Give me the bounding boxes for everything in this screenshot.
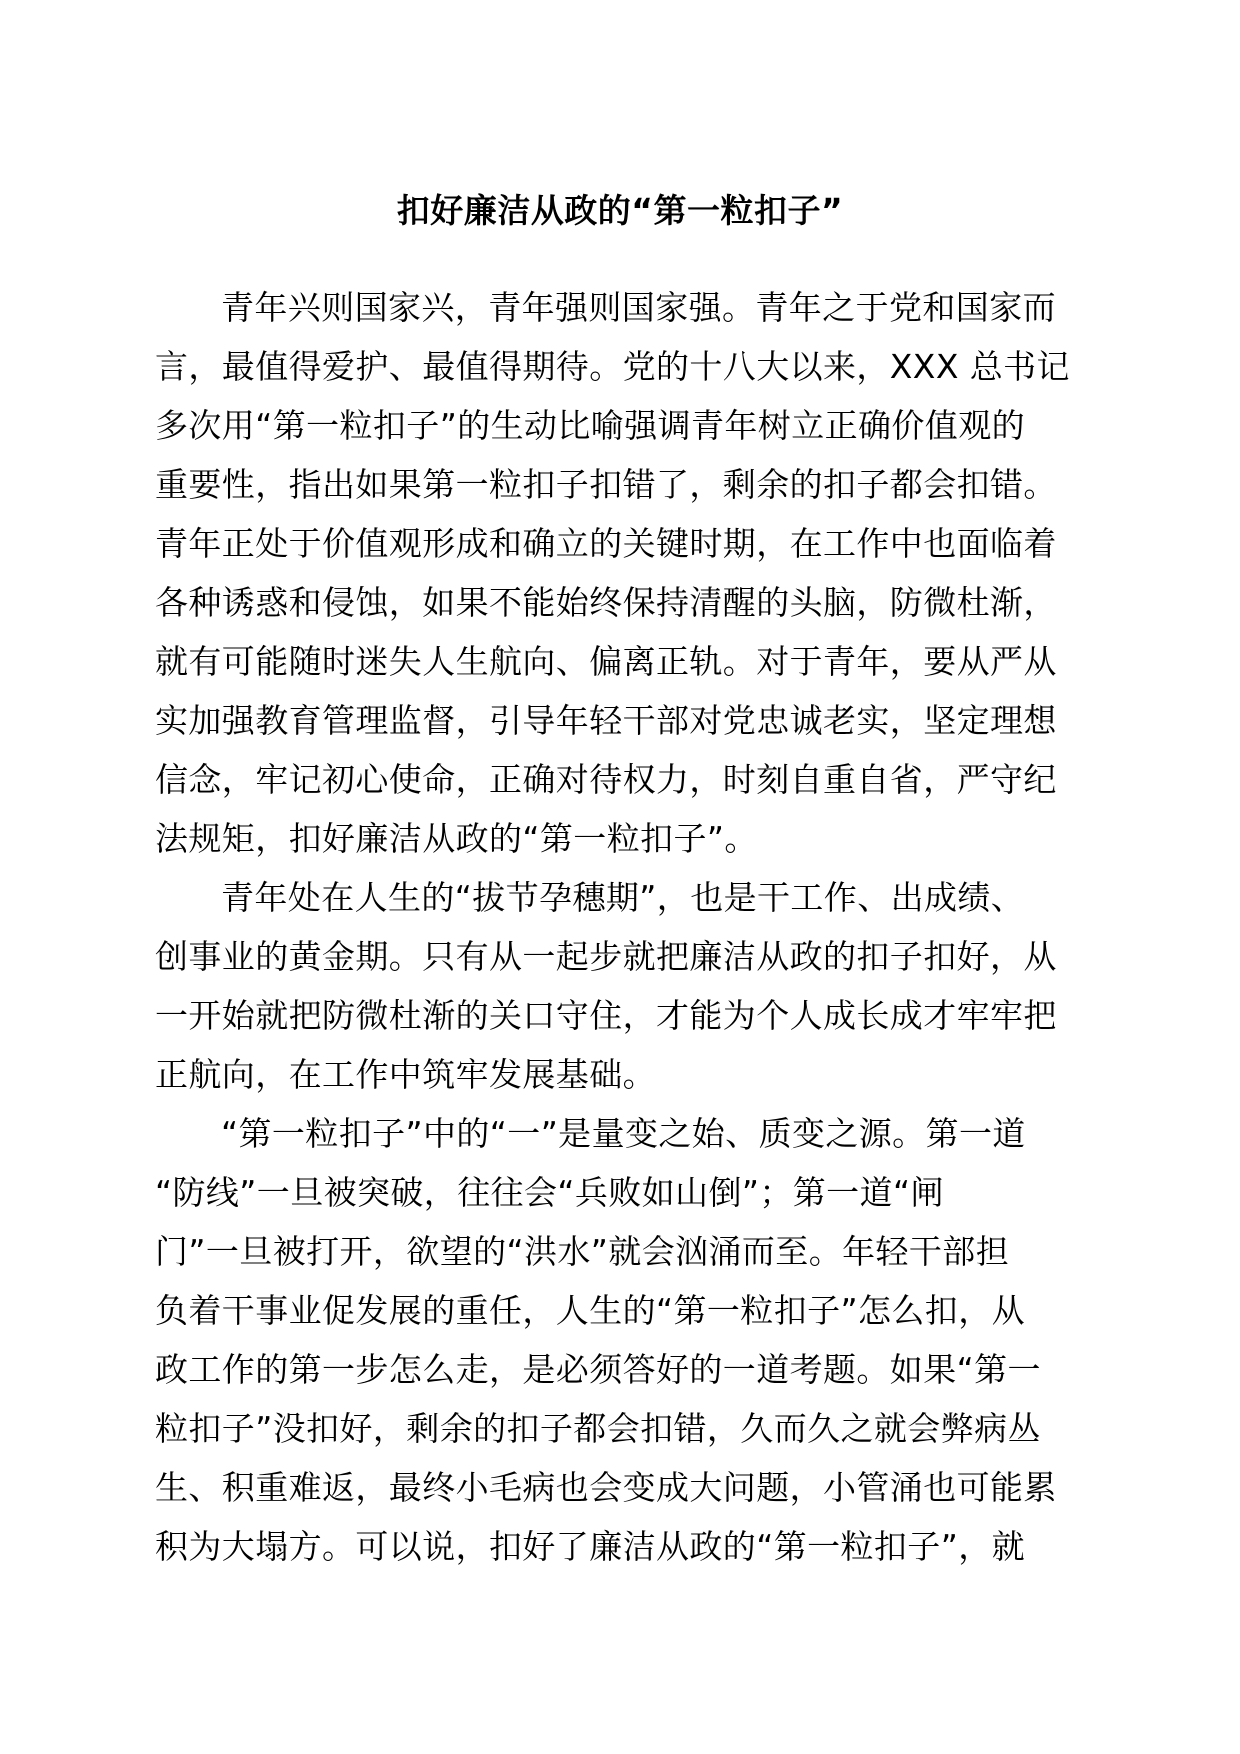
text-line: 政工作的第一步怎么走，是必须答好的一道考题。如果“第一 [155, 1350, 1041, 1389]
text-line: 信念，牢记初心使命，正确对待权力，时刻自重自省，严守纪 [155, 760, 1057, 799]
text-line: 一开始就把防微杜渐的关口守住，才能为个人成长成才牢牢把 [155, 996, 1057, 1035]
text-line: 积为大塌方。可以说，扣好了廉洁从政的“第一粒扣子”，就 [155, 1527, 1025, 1566]
text-line: 创事业的黄金期。只有从一起步就把廉洁从政的扣子扣好，从 [155, 937, 1057, 976]
text-line: 就有可能随时迷失人生航向、偏离正轨。对于青年，要从严从 [155, 642, 1057, 681]
text-line: 负着干事业促发展的重任，人生的“第一粒扣子”怎么扣，从 [155, 1291, 1025, 1330]
paragraph-3 [155, 1104, 1085, 1576]
text-line: “第一粒扣子”中的“一”是量变之始、质变之源。第一道 [221, 1114, 1026, 1153]
document-body [155, 278, 1085, 1576]
text-line: 言，最值得爱护、最值得期待。党的十八大以来，XXX 总书记 [155, 347, 1070, 386]
paragraph-1 [155, 278, 1085, 868]
text-line: 法规矩，扣好廉洁从政的“第一粒扣子”。 [155, 819, 758, 858]
paragraph-2 [155, 868, 1085, 1104]
text-line: 多次用“第一粒扣子”的生动比喻强调青年树立正确价值观的 [155, 406, 1025, 445]
text-line: “防线”一旦被突破，往往会“兵败如山倒”；第一道“闸 [155, 1173, 944, 1212]
text-line: 实加强教育管理监督，引导年轻干部对党忠诚老实，坚定理想 [155, 701, 1057, 740]
text-line: 青年正处于价值观形成和确立的关键时期，在工作中也面临着 [155, 524, 1057, 563]
text-line: 青年处在人生的“拔节孕穗期”，也是干工作、出成绩、 [221, 878, 1025, 917]
text-line: 生、积重难返，最终小毛病也会变成大问题，小管涌也可能累 [155, 1468, 1057, 1507]
text-line: 青年兴则国家兴，青年强则国家强。青年之于党和国家而 [221, 288, 1056, 327]
text-line: 重要性，指出如果第一粒扣子扣错了，剩余的扣子都会扣错。 [155, 465, 1057, 504]
text-line: 各种诱惑和侵蚀，如果不能始终保持清醒的头脑，防微杜渐， [155, 583, 1057, 622]
text-line: 正航向，在工作中筑牢发展基础。 [155, 1055, 656, 1094]
text-line: 门”一旦被打开，欲望的“洪水”就会汹涌而至。年轻干部担 [155, 1232, 1010, 1271]
document-title: 扣好廉洁从政的“第一粒扣子” [396, 191, 844, 230]
text-line: 粒扣子”没扣好，剩余的扣子都会扣错，久而久之就会弊病丛 [155, 1409, 1041, 1448]
